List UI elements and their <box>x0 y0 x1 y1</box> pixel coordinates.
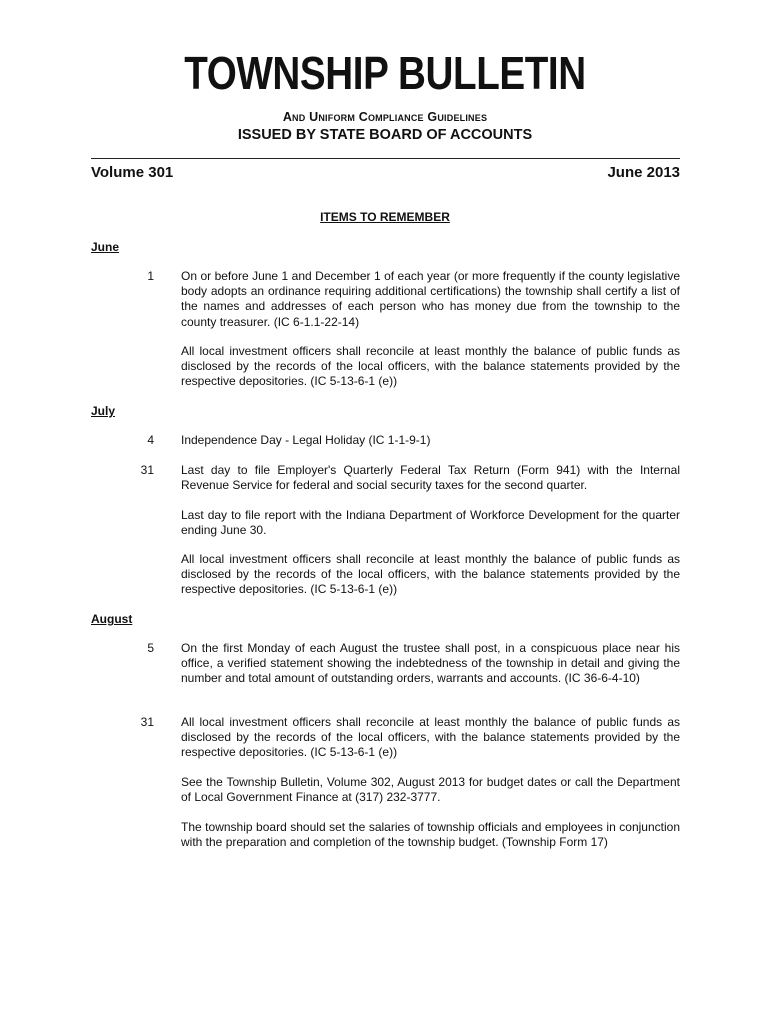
day-number: 4 <box>147 433 154 447</box>
subtitle-compliance-guidelines: And Uniform Compliance Guidelines <box>282 110 488 124</box>
july-31-workforce-report-paragraph: Last day to file report with the Indiana Department of Workforce Development for the quarter ending June 30. <box>181 508 680 538</box>
day-number: 31 <box>140 715 154 729</box>
july-31-form-941-paragraph: Last day to file Employer's Quarterly Federal Tax Return (Form 941) with the Internal Revenue Service for federal and social security taxes for the second quarter. <box>181 463 680 493</box>
subtitle-issuer: ISSUED BY STATE BOARD OF ACCOUNTS <box>237 127 533 143</box>
june-1-certify-list-paragraph: On or before June 1 and December 1 of each year (or more frequently if the county legislative body adopts an ordinance requiring additional certifications) the township shall certify a list of the names and addresses of each person who has money due from the township to the county treasurer. (IC 6-1.1-22-14) <box>181 269 680 329</box>
day-number: 5 <box>147 641 154 655</box>
day-number: 31 <box>140 463 154 477</box>
june-1-reconcile-paragraph: All local investment officers shall reconcile at least monthly the balance of public funds as disclosed by the records of the local officers, with the balance statements provided by the respective depositories. (IC 5-13-6-1 (e)) <box>181 344 680 389</box>
items-to-remember-heading: ITEMS TO REMEMBER <box>320 210 450 224</box>
bulletin-title: TOWNSHIP BULLETIN <box>184 47 586 99</box>
issue-date: June 2013 <box>607 164 680 181</box>
august-31-reconcile-paragraph: All local investment officers shall reconcile at least monthly the balance of public funds as disclosed by the records of the local officers, with the balance statements provided by the respective depositories. (IC 5-13-6-1 (e)) <box>181 715 680 760</box>
header-divider <box>91 158 680 159</box>
august-31-salaries-paragraph: The township board should set the salaries of township officials and employees in conjunction with the preparation and completion of the township budget. (Township Form 17) <box>181 820 680 850</box>
july-4-holiday-paragraph: Independence Day - Legal Holiday (IC 1-1-9-1) <box>181 433 431 447</box>
august-5-indebtedness-paragraph: On the first Monday of each August the trustee shall post, in a conspicuous place near his office, a verified statement showing the indebtedness of the township in detail and giving the number and total amount of outstanding orders, warrants and accounts. (IC 36-6-4-10) <box>181 641 680 686</box>
month-heading-july: July <box>91 404 116 418</box>
volume-number: Volume 301 <box>91 164 174 181</box>
month-heading-june: June <box>91 240 120 254</box>
july-31-reconcile-paragraph: All local investment officers shall reconcile at least monthly the balance of public funds as disclosed by the records of the local officers, with the balance statements provided by the respective depositories. (IC 5-13-6-1 (e)) <box>181 552 680 597</box>
month-heading-august: August <box>91 612 133 626</box>
august-31-budget-dates-paragraph: See the Township Bulletin, Volume 302, August 2013 for budget dates or call the Department of Local Government Finance at (317) 232-3777. <box>181 775 680 805</box>
day-number: 1 <box>147 269 154 283</box>
